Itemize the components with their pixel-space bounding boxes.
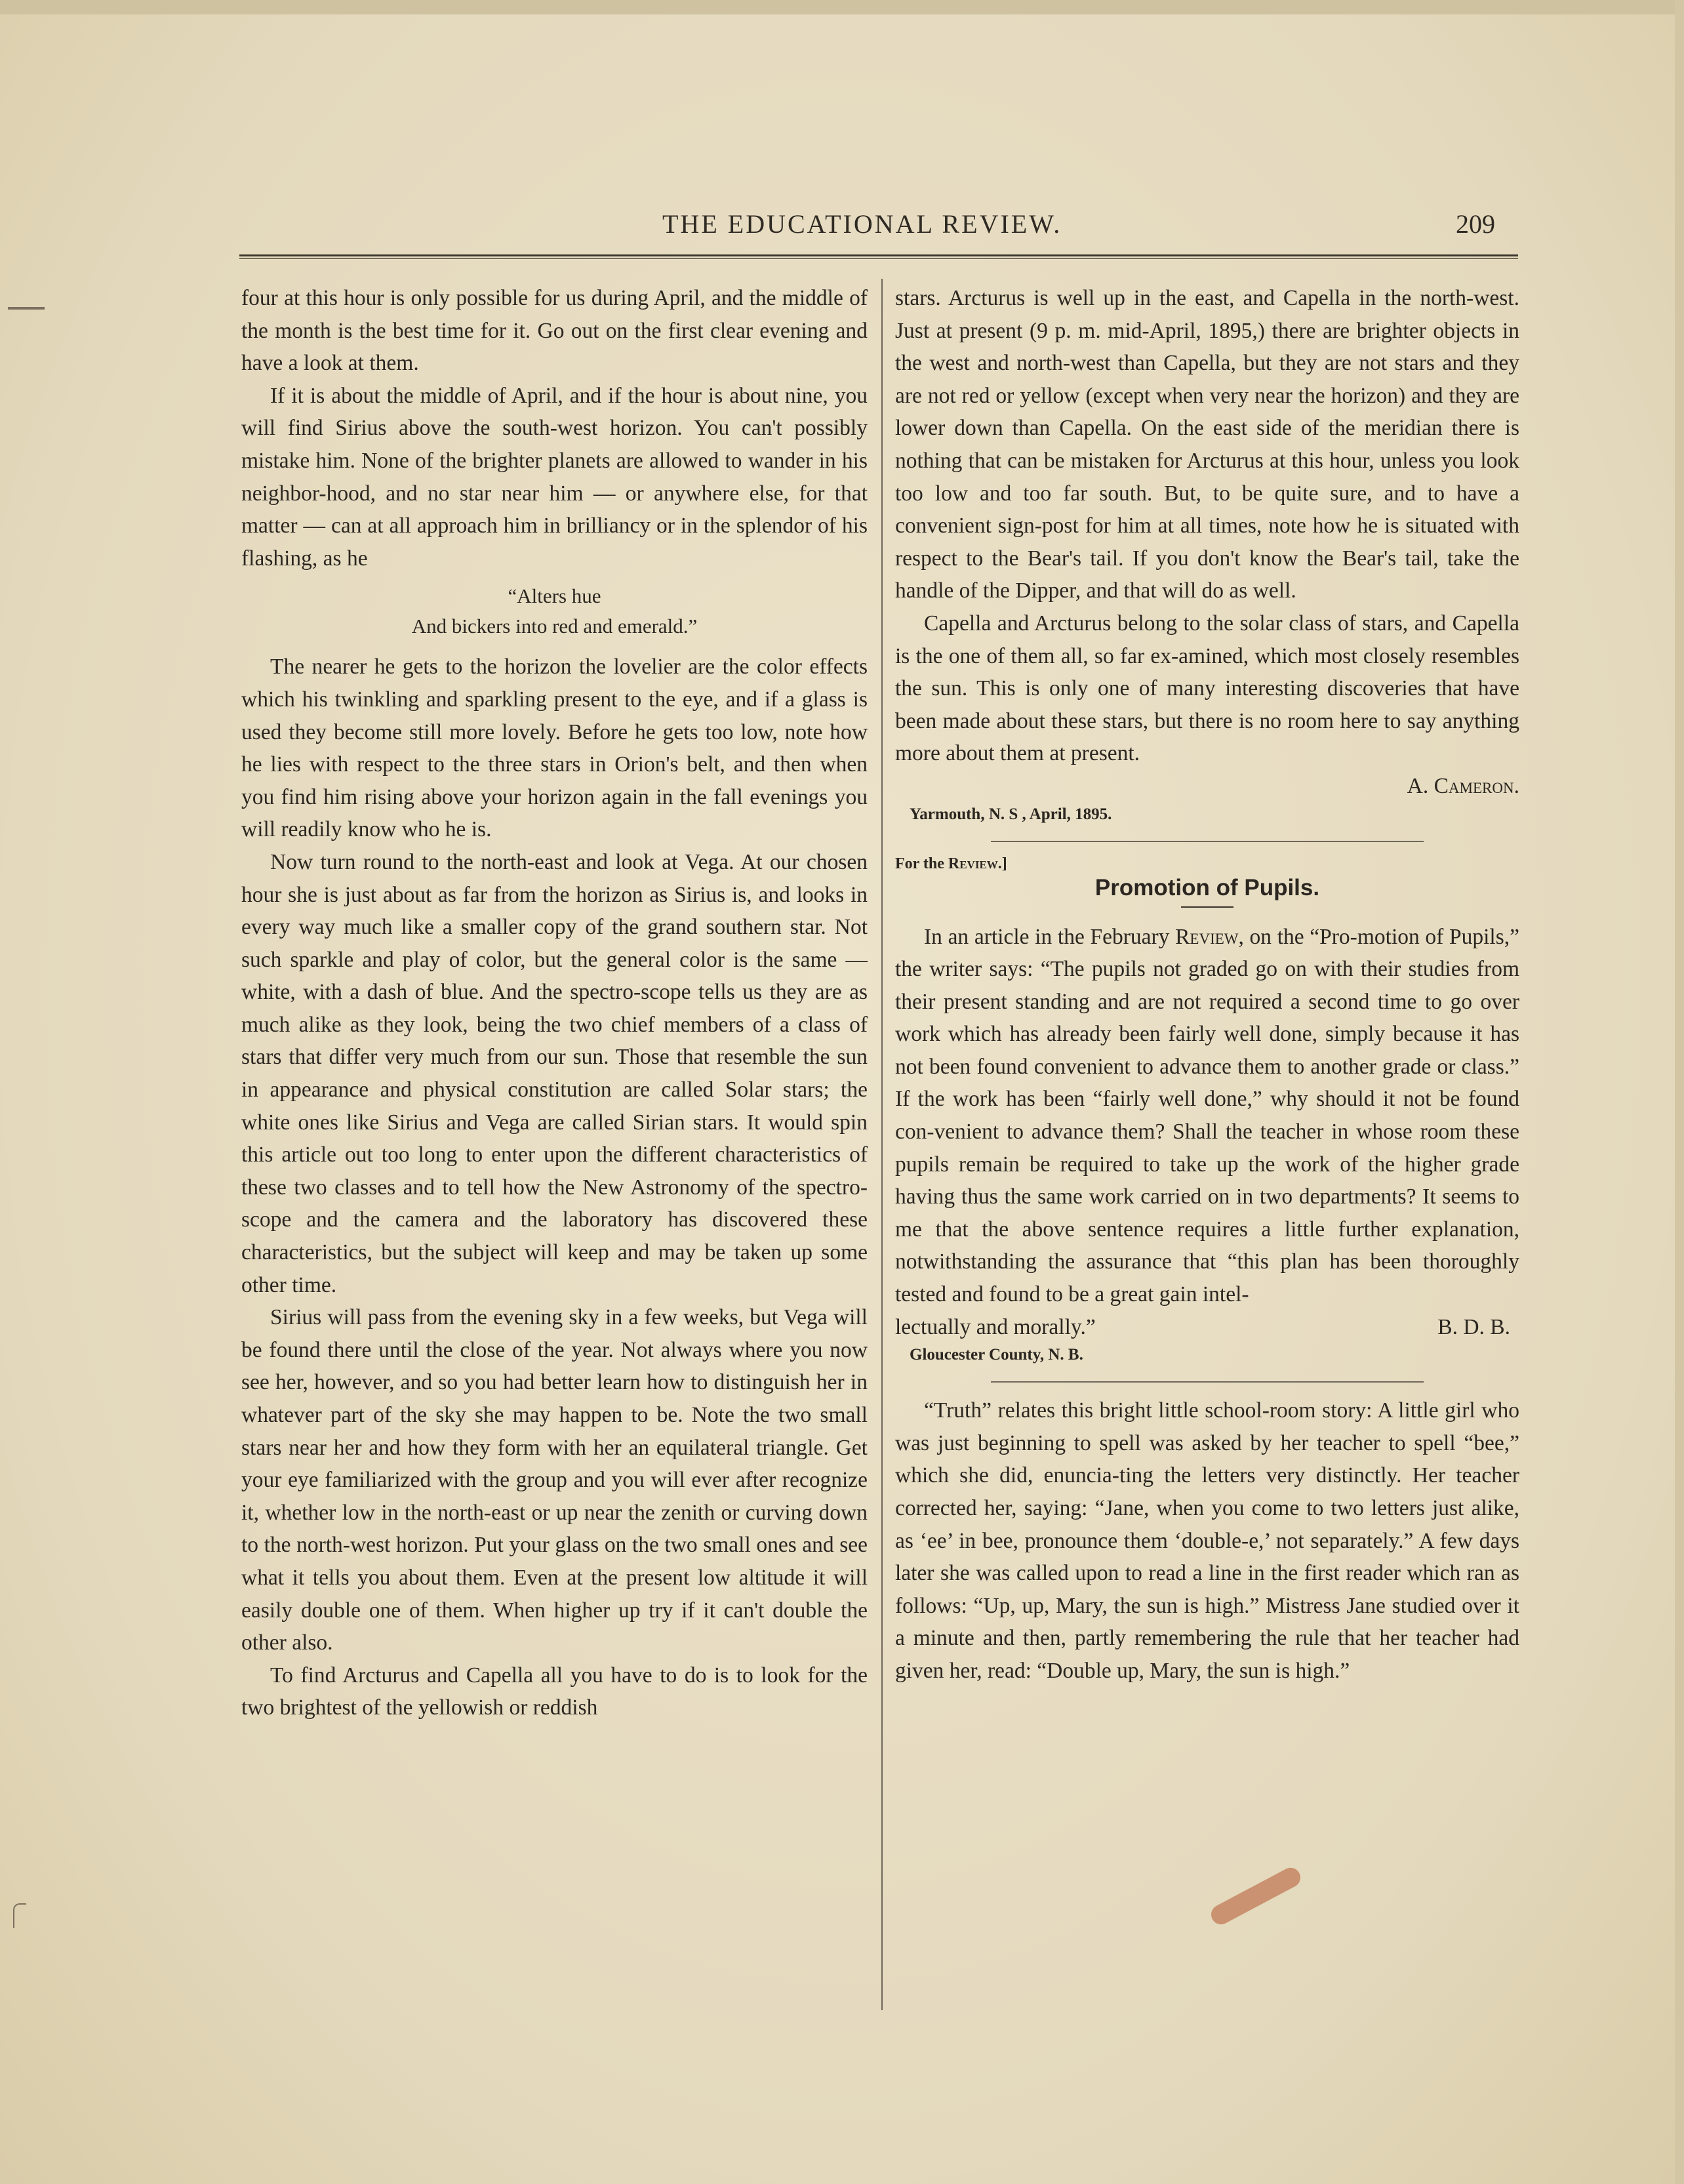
- title-rule: [1181, 906, 1233, 908]
- paragraph: If it is about the middle of April, and if the hour is about nine, you will find Sirius above the south-west horizon. You can't possibly mistake him. None of the brighter planets are allowed to wander in his neighbor-hood, and no star near him — or anywhere else, for that matter — can at all approach him in brilliancy or in the splendor of his flashing, as he: [241, 383, 868, 571]
- paragraph: Sirius will pass from the evening sky in a few weeks, but Vega will be found there until the close of the year. Not always where you now see her, however, and so you had better learn how to distinguish her in whatever part of the sky she may happen to be. Note the two small stars near her and how they form with her an equilateral triangle. Get your eye familiarized with the group and you will ever after recognize it, whether low in the north-east or up near the zenith or curving down to the north-west horizon. Put your glass on the two small ones and see what it tells you about them. Even at the present low altitude it will easily double one of them. When higher up try if it can't double the other also.: [241, 1305, 868, 1655]
- dateline: Yarmouth, N. S , April, 1895.: [910, 805, 1112, 823]
- paragraph: To find Arcturus and Capella all you have to do is to look for the two brightest of the yellowish or reddish: [241, 1663, 868, 1720]
- page-right-edge: [1675, 0, 1684, 2184]
- verse-line: “Alters hue: [508, 584, 601, 608]
- closing-line: [895, 1311, 1519, 1344]
- column-divider: [881, 279, 883, 2010]
- paragraph: four at this hour is only possible for us during April, and the middle of the month is the best time for it. Go out on the first clear evening and have a look at them.: [241, 286, 868, 376]
- page-header: [236, 209, 1495, 248]
- article-credit: [895, 854, 1519, 874]
- paragraph: [895, 921, 1519, 1311]
- author-signature: B. D. B.: [1437, 1314, 1510, 1339]
- right-column: [895, 282, 1519, 1688]
- credit-prefix: For the: [895, 855, 948, 872]
- section-divider: [991, 841, 1424, 842]
- page-number: 209: [1456, 209, 1495, 239]
- dateline: Gloucester County, N. B.: [910, 1346, 1083, 1364]
- left-column: [241, 282, 868, 1724]
- running-title: THE EDUCATIONAL REVIEW.: [662, 209, 1062, 239]
- paragraph: “Truth” relates this bright little school-room story: A little girl who was just beginning to spell was asked by her teacher to spell “bee,” which she did, enuncia-ting the letters very distinctly. Her teacher corrected her, saying: “Jane, when you come to two letters just alike, as ‘ee’ in bee, pronounce them ‘double-e,’ not separately.” A few days later she was called upon to read a line in the first reader which ran as follows: “Up, up, Mary, the sun is high.” Mistress Jane studied over it a minute and then, partly remembering the rule that her teacher had given her, read: “Double up, Mary, the sun is high.”: [895, 1398, 1519, 1683]
- text-run-review: Review: [1175, 924, 1239, 949]
- text-run: In an article in the February: [924, 924, 1176, 949]
- ink-stain: [1208, 1865, 1304, 1928]
- section-divider: [991, 1381, 1424, 1383]
- margin-mark: [8, 307, 45, 310]
- header-rule: [239, 254, 1518, 259]
- paragraph: Capella and Arcturus belong to the solar class of stars, and Capella is the one of them all, so far ex-amined, which most closely resembles the sun. This is only one of many interesting discoveries that have been made about these stars, but there is no room here to say anything more about them at present.: [895, 611, 1519, 766]
- author-signature: A. Cameron.: [1407, 773, 1519, 798]
- verse-line: And bickers into red and emerald.”: [411, 615, 698, 638]
- margin-mark: [13, 1903, 26, 1928]
- credit-suffix: .]: [997, 855, 1007, 872]
- article-title: Promotion of Pupils.: [1094, 874, 1320, 900]
- text-run: lectually and morally.”: [895, 1314, 1096, 1339]
- page-top-edge: [0, 0, 1684, 14]
- paragraph: The nearer he gets to the horizon the lovelier are the color effects which his twinkling and sparkling present to the eye, and if a glass is used they become still more lovely. Before he gets too low, note how he lies with respect to the three stars in Orion's belt, and then when you find him rising above your horizon again in the fall evenings you will readily know who he is.: [241, 655, 868, 842]
- text-run: , on the “Pro-motion of Pupils,” the writer says: “The pupils not graded go on with their studies from their present standing and are not required a second time to go over work which has already been fairly well done, simply because it has not been found convenient to advance them to another grade or class.” If the work has been “fairly well done,” why should it not be found con-venient to advance them? Shall the teacher in whose room these pupils remain be required to take up the work of the higher grade having thus the same work carried on in two departments? It seems to me that the above sentence requires a little further explanation, notwithstanding the assurance that “this plan has been thoroughly tested and found to be a great gain intel-: [895, 924, 1520, 1307]
- paragraph: stars. Arcturus is well up in the east, and Capella in the north-west. Just at present (9 p. m. mid-April, 1895,) there are brighter objects in the west and north-west than Capella, but they are not stars and they are not red or yellow (except when very near the horizon) and they are lower down than Capella. On the east side of the meridian there is nothing that can be mistaken for Arcturus at this hour, unless you look too low and too far south. But, to be quite sure, and to have a convenient sign-post for him at all times, note how he is situated with respect to the Bear's tail. If you don't know the Bear's tail, take the handle of the Dipper, and that will do as well.: [895, 286, 1519, 603]
- verse-quote: [241, 581, 868, 641]
- paragraph: Now turn round to the north-east and look at Vega. At our chosen hour she is just about as far from the horizon as Sirius is, and looks in every way much like a smaller copy of the grand southern star. Not such sparkle and play of color, but the general color is the same — white, with a dash of blue. And the spectro-scope tells us they are as much alike as they look, being the two chief members of a class of stars that differ very much from our sun. Those that resemble the sun in appearance and physical constitution are called Solar stars; the white ones like Sirius and Vega are called Sirian stars. It would spin this article out too long to enter upon the different characteristics of these two classes and to tell how the New Astronomy of the spectro-scope and the camera and the laboratory has discovered these characteristics, but the subject will keep and may be taken up some other time.: [241, 849, 868, 1297]
- credit-review: Review: [948, 855, 998, 872]
